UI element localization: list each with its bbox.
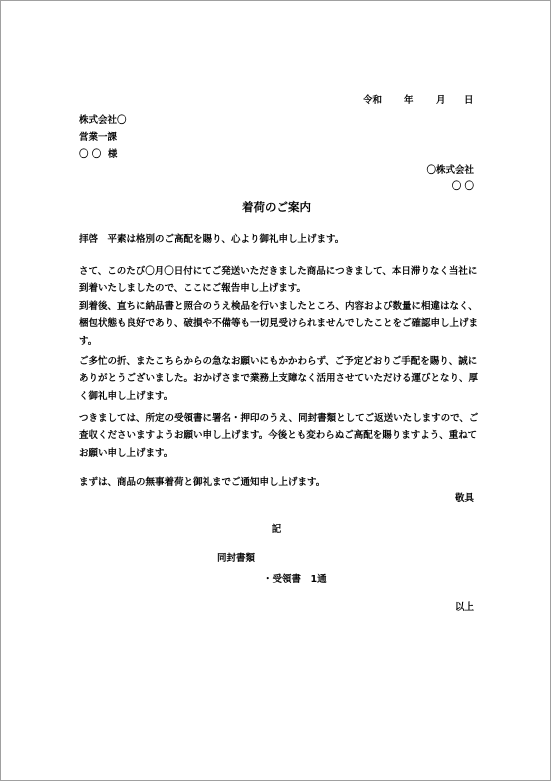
letter-title: 着荷のご案内 [242,200,311,214]
recipient-company: 株式会社〇 [79,115,127,126]
date-day-unit: 日 [464,95,474,106]
closing-ijo: 以上 [454,602,474,613]
greeting: 拝啓 平素は格別のご高配を賜り、心より御礼申し上げます。 [79,234,345,245]
enclosure-item: ・受領書 1通 [263,574,327,585]
closing-keigu: 敬具 [454,493,474,504]
body-paragraph-1-line-2: 到着後、直ちに納品書と照合のうえ検品を行いましたところ、内容および数量に相違はなく、梱包状態も良好であり、破損や不備等も一切見受けられませんでしたことをご確認申し上げます。 [79,300,479,347]
body-paragraph-1-line-1: さて、このたび〇月〇日付にてご発送いただきました商品につきまして、本日滞りなく当社に到着いたしましたので、ここにご報告申し上げます。 [79,266,478,295]
body-paragraph-3: つきましては、所定の受領書に署名・押印のうえ、同封書類としてご返送いたしますので、ご査収くださいますようお願い申し上げます。今後とも変わらぬご高配を賜りますよう、重ねてお願い申し上げます。 [79,413,479,459]
body-paragraph-1 [79,263,484,350]
sender-name: 〇 〇 [451,181,474,192]
recipient-name: 〇 〇 様 [79,149,118,160]
body-paragraph-4: まずは、商品の無事着荷と御礼までご通知申し上げます。 [79,477,326,488]
enclosure-label: 同封書類 [217,553,256,564]
sender-company: 〇株式会社 [426,165,474,176]
body-paragraph-2: ご多忙の折、またこちらからの急なお願いにもかかわらず、ご予定どおりご手配を賜り、誠にありがとうございました。おかげさまで業務上支障なく活用させていただける運びとなり、厚く御礼申し上げます。 [79,356,479,402]
date-era: 令和 [363,95,383,106]
ki-heading: 記 [271,524,282,535]
date-month-unit: 月 [436,95,446,106]
date-year-unit: 年 [404,95,414,106]
recipient-department: 営業一課 [79,132,118,143]
